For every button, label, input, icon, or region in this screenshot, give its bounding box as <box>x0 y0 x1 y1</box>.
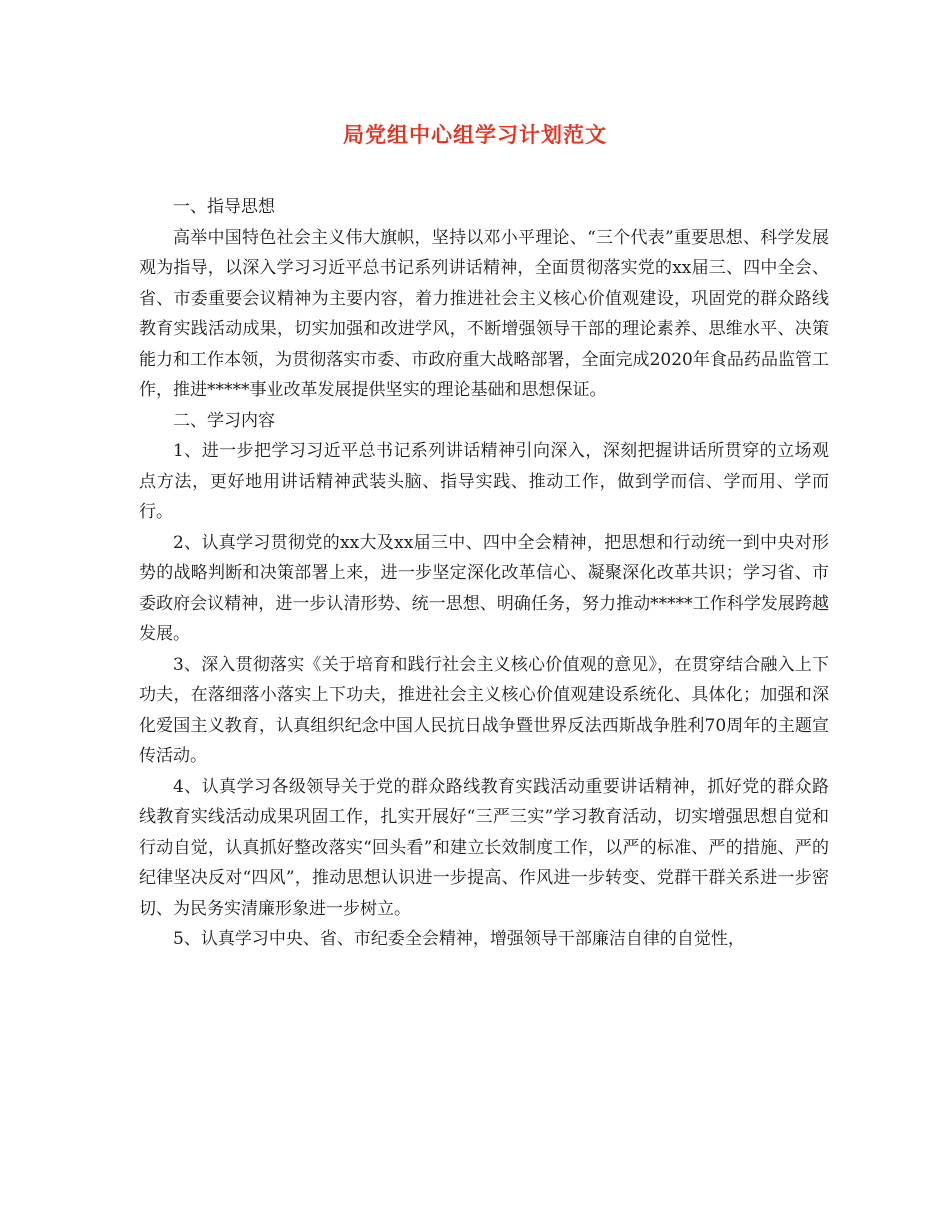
document-title: 局党组中心组学习计划范文 <box>343 122 607 147</box>
paragraph-item-2: 2、认真学习贯彻党的xx大及xx届三中、四中全会精神，把思想和行动统一到中央对形势的战略判断和决策部署上来，进一步坚定深化改革信心、凝聚深化改革共识；学习省、市委政府会议精神，进一步认清形势、统一思想、明确任务，努力推动*****工作科学发展跨越发展。 <box>139 532 829 644</box>
paragraph-item-4: 4、认真学习各级领导关于党的群众路线教育实践活动重要讲话精神，抓好党的群众路线教育实线活动成果巩固工作，扎实开展好“三严三实”学习教育活动，切实增强思想自觉和行动自觉，认真抓好整改落实“回头看”和建立长效制度工作，以严的标准、严的措施、严的纪律坚决反对“四风”，推动思想认识进一步提高、作风进一步转变、党群干群关系进一步密切、为民务实清廉形象进一步树立。 <box>139 776 829 919</box>
paragraph-guiding-ideology: 高举中国特色社会主义伟大旗帜，坚持以邓小平理论、“三个代表”重要思想、科学发展观为指导，以深入学习习近平总书记系列讲话精神，全面贯彻落实党的xx届三、四中全会、省、市委重要会议精神为主要内容，着力推进社会主义核心价值观建设，巩固党的群众路线教育实践活动成果，切实加强和改进学风，不断增强领导干部的理论素养、思维水平、决策能力和工作本领，为贯彻落实市委、市政府重大战略部署，全面完成2020年食品药品监管工作，推进*****事业改革发展提供坚实的理论基础和思想保证。 <box>139 227 829 400</box>
paragraph-item-1: 1、进一步把学习习近平总书记系列讲话精神引向深入，深刻把握讲话所贯穿的立场观点方法，更好地用讲话精神武装头脑、指导实践、推动工作，做到学而信、学而用、学而行。 <box>139 441 829 522</box>
paragraph-item-5: 5、认真学习中央、省、市纪委全会精神，增强领导干部廉洁自律的自觉性， <box>173 929 745 949</box>
document-body <box>139 192 829 955</box>
paragraph-item-3: 3、深入贯彻落实《关于培育和践行社会主义核心价值观的意见》，在贯穿结合融入上下功夫，在落细落小落实上下功夫，推进社会主义核心价值观建设系统化、具体化；加强和深化爱国主义教育，认真组织纪念中国人民抗日战争暨世界反法西斯战争胜利70周年的主题宣传活动。 <box>139 654 829 766</box>
section-heading-guiding-ideology: 一、指导思想 <box>173 197 275 217</box>
section-heading-study-content: 二、学习内容 <box>173 410 275 431</box>
